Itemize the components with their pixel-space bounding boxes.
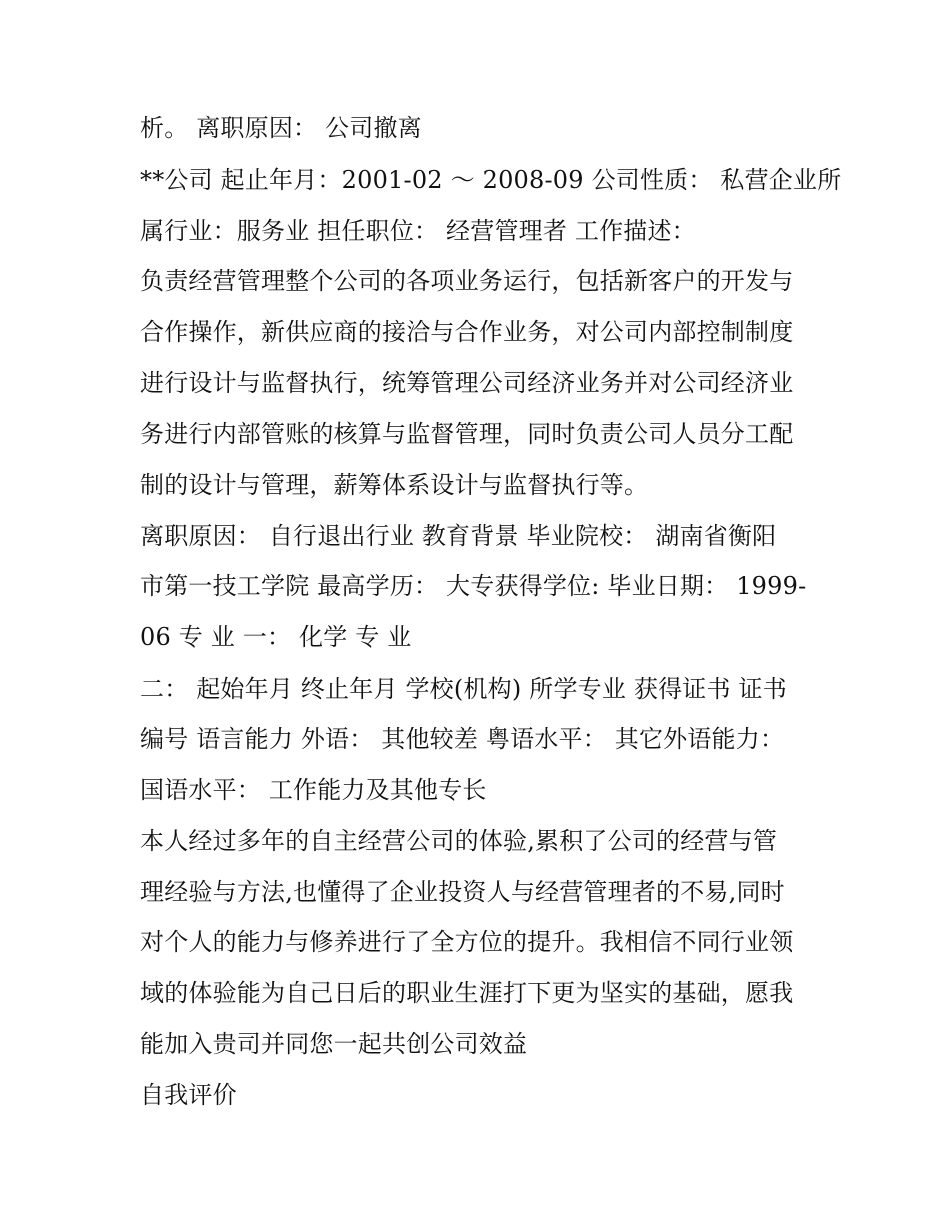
- text-line: 离职原因： 自行退出行业 教育背景 毕业院校： 湖南省衡阳: [140, 522, 777, 550]
- text-line: 合作操作，新供应商的接洽与合作业务，对公司内部控制制度: [140, 318, 794, 346]
- text-line: 能加入贵司并同您一起共创公司效益: [140, 1030, 528, 1058]
- text-line: 务进行内部管账的核算与监督管理，同时负责公司人员分工配: [140, 420, 794, 448]
- text-line: 06 专 业 一： 化学 专 业: [140, 623, 412, 651]
- text-line: **公司 起止年月：2001-02 ～ 2008-09 公司性质： 私营企业所: [140, 166, 842, 194]
- section-heading: 自我评价: [140, 1081, 237, 1109]
- text-line: 制的设计与管理，薪筹体系设计与监督执行等。: [140, 471, 649, 499]
- text-line: 编号 语言能力 外语： 其他较差 粤语水平： 其它外语能力：: [140, 725, 785, 753]
- text-line: 理经验与方法,也懂得了企业投资人与经营管理者的不易,同时: [140, 878, 785, 906]
- text-line: 负责经营管理整个公司的各项业务运行，包括新客户的开发与: [140, 267, 794, 295]
- text-line: 市第一技工学院 最高学历： 大专获得学位: 毕业日期： 1999-: [140, 572, 807, 600]
- text-line: 对个人的能力与修养进行了全方位的提升。我相信不同行业领: [140, 928, 794, 956]
- text-line: 二： 起始年月 终止年月 学校(机构) 所学专业 获得证书 证书: [140, 675, 787, 703]
- text-line: 属行业：服务业 担任职位： 经营管理者 工作描述：: [140, 217, 696, 245]
- text-line: 本人经过多年的自主经营公司的体验,累积了公司的经营与管: [140, 827, 778, 855]
- text-line: 析。 离职原因： 公司撤离: [140, 114, 422, 142]
- text-line: 国语水平： 工作能力及其他专长: [140, 776, 487, 804]
- text-line: 进行设计与监督执行，统筹管理公司经济业务并对公司经济业: [140, 369, 794, 397]
- text-line: 域的体验能为自己日后的职业生涯打下更为坚实的基础，愿我: [140, 979, 794, 1007]
